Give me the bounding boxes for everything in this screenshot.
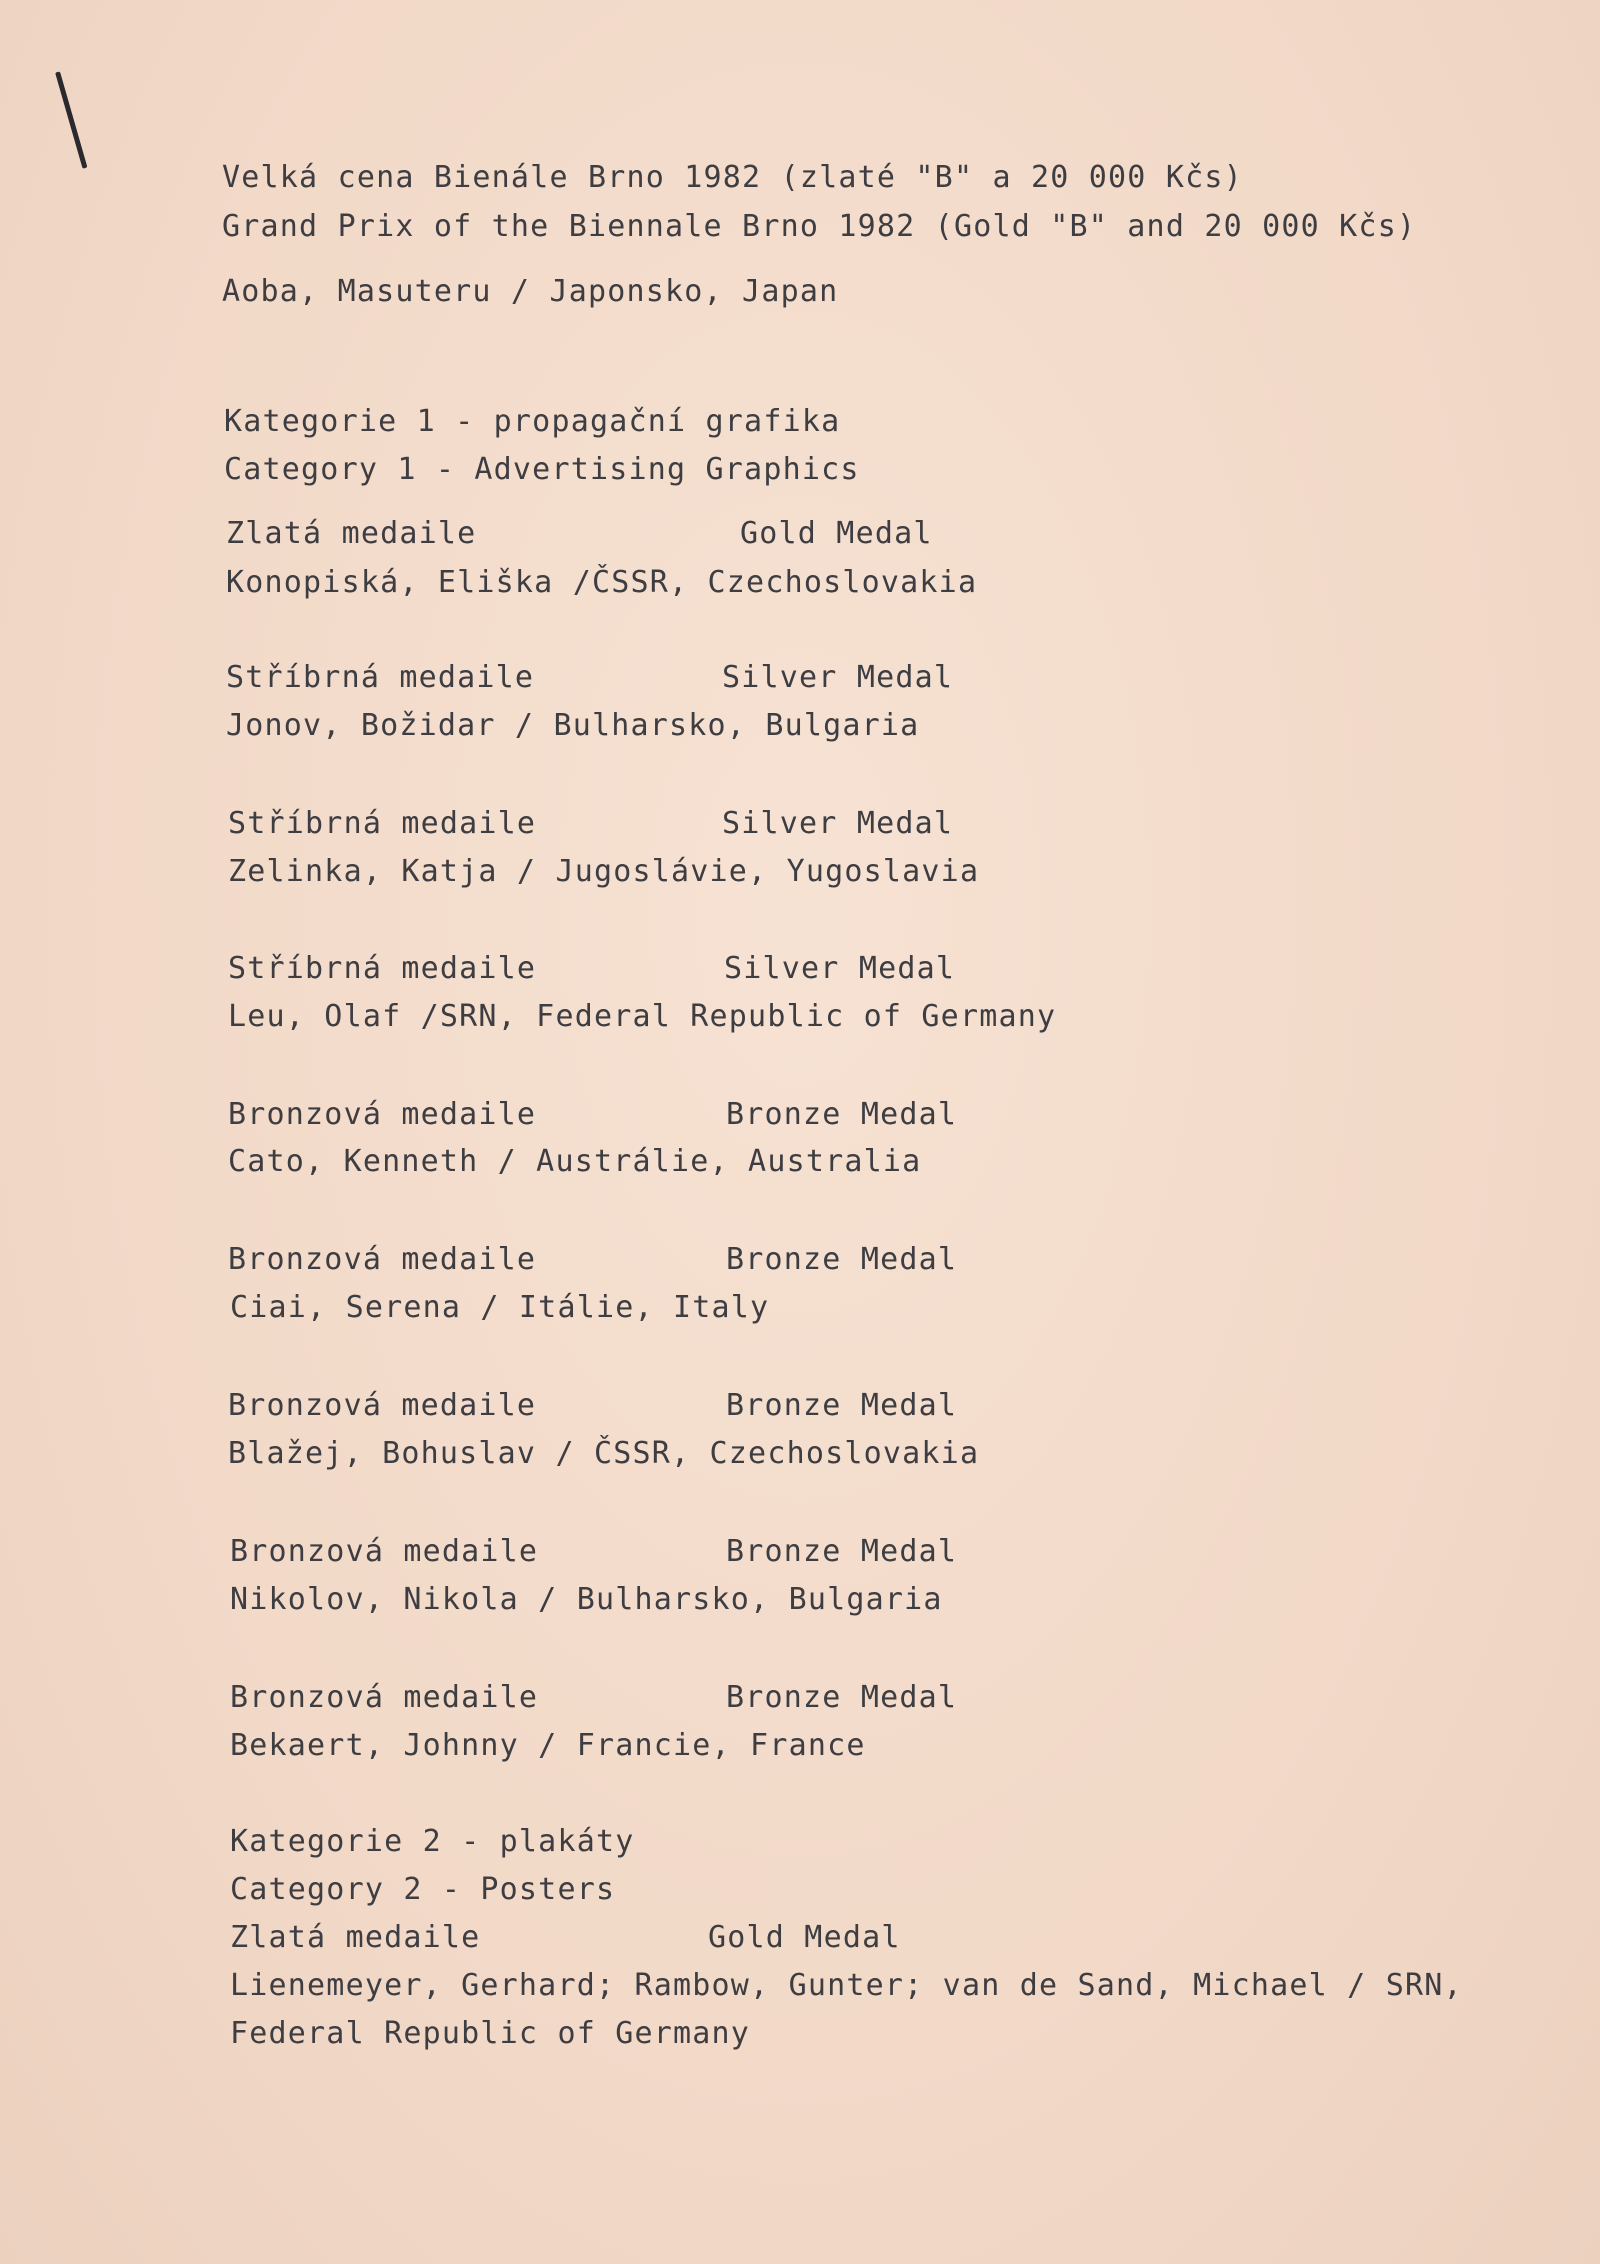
grand-prix-winner: Aoba, Masuteru / Japonsko, Japan <box>222 274 839 309</box>
grand-prix-title-en: Grand Prix of the Biennale Brno 1982 (Gold "B" and 20 000 Kčs) <box>222 209 1417 244</box>
award-medal-en: Silver Medal <box>724 951 956 986</box>
award-medal-en: Bronze Medal <box>726 1242 958 1277</box>
award-winner: Nikolov, Nikola / Bulharsko, Bulgaria <box>230 1582 943 1617</box>
award-medal-cz: Stříbrná medaile <box>226 660 535 695</box>
award-winner: Zelinka, Katja / Jugoslávie, Yugoslavia <box>228 854 980 889</box>
category2-medal-en: Gold Medal <box>708 1920 901 1955</box>
award-winner: Cato, Kenneth / Austrálie, Australia <box>228 1144 922 1179</box>
award-medal-cz: Stříbrná medaile <box>228 806 537 841</box>
award-winner: Konopiská, Eliška /ČSSR, Czechoslovakia <box>226 565 978 600</box>
category2-title-en: Category 2 - Posters <box>230 1872 616 1907</box>
award-medal-cz: Bronzová medaile <box>230 1534 539 1569</box>
award-medal-en: Gold Medal <box>740 516 933 551</box>
award-medal-en: Silver Medal <box>722 806 954 841</box>
award-medal-cz: Bronzová medaile <box>228 1388 537 1423</box>
award-medal-en: Bronze Medal <box>726 1097 958 1132</box>
category1-title-en: Category 1 - Advertising Graphics <box>224 452 860 487</box>
award-winner: Bekaert, Johnny / Francie, France <box>230 1728 866 1763</box>
award-winner: Ciai, Serena / Itálie, Italy <box>230 1290 770 1325</box>
award-medal-cz: Zlatá medaile <box>226 516 477 551</box>
award-medal-cz: Bronzová medaile <box>228 1242 537 1277</box>
category2-winner-line2: Federal Republic of Germany <box>230 2016 751 2051</box>
award-winner: Jonov, Božidar / Bulharsko, Bulgaria <box>226 708 920 743</box>
pen-stroke-mark <box>55 71 87 169</box>
award-medal-cz: Bronzová medaile <box>228 1097 537 1132</box>
category2-medal-cz: Zlatá medaile <box>230 1920 481 1955</box>
award-medal-en: Bronze Medal <box>726 1388 958 1423</box>
award-medal-en: Bronze Medal <box>726 1534 958 1569</box>
category2-winner-line1: Lienemeyer, Gerhard; Rambow, Gunter; van de Sand, Michael / SRN, <box>230 1968 1463 2003</box>
award-medal-en: Bronze Medal <box>726 1680 958 1715</box>
award-winner: Blažej, Bohuslav / ČSSR, Czechoslovakia <box>228 1436 980 1471</box>
category1-title-cz: Kategorie 1 - propagační grafika <box>224 404 841 439</box>
award-winner: Leu, Olaf /SRN, Federal Republic of Germany <box>228 999 1057 1034</box>
award-medal-en: Silver Medal <box>722 660 954 695</box>
award-medal-cz: Stříbrná medaile <box>228 951 537 986</box>
category2-title-cz: Kategorie 2 - plakáty <box>230 1824 635 1859</box>
grand-prix-title-cz: Velká cena Bienále Brno 1982 (zlaté "B" a 20 000 Kčs) <box>222 160 1243 195</box>
award-medal-cz: Bronzová medaile <box>230 1680 539 1715</box>
